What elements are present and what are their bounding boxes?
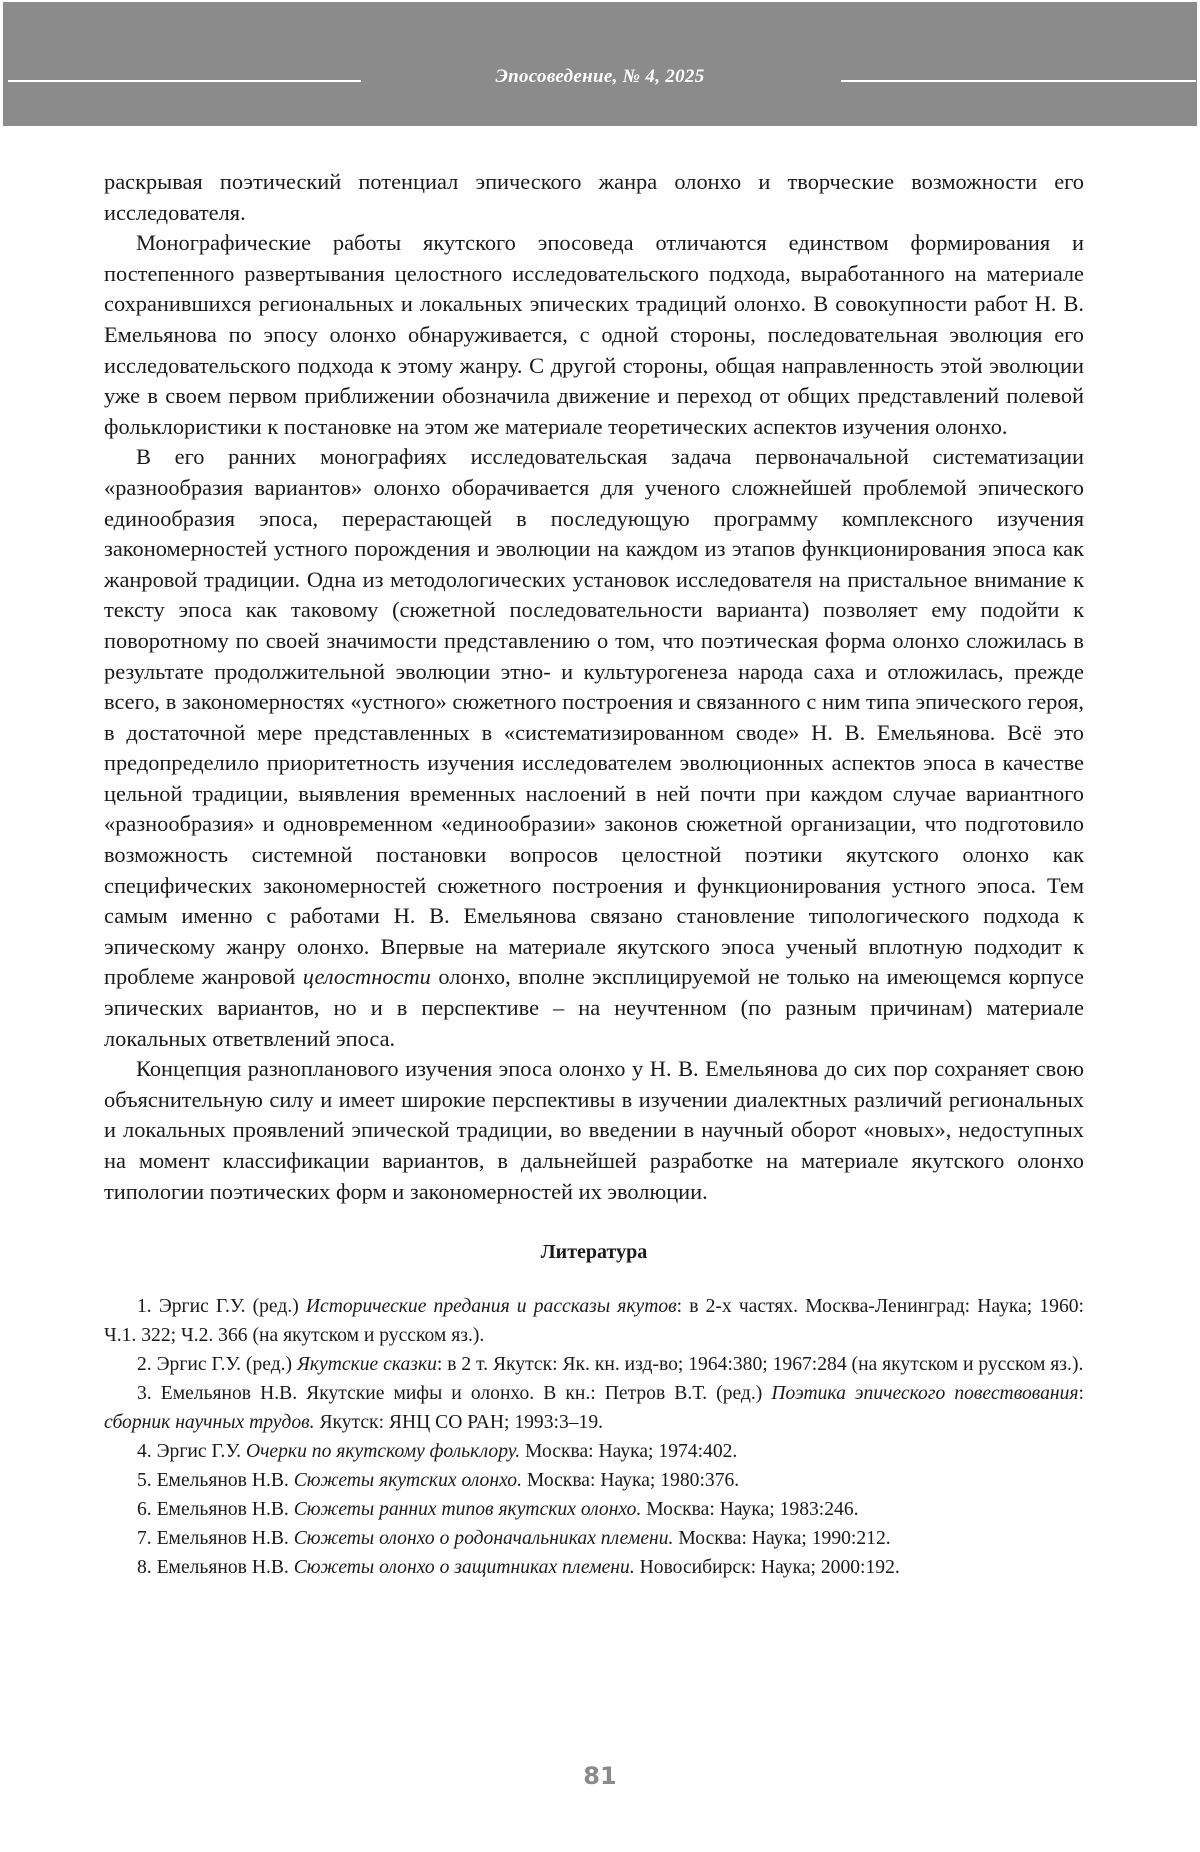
article-body: [104, 167, 1084, 1207]
paragraph-continuation: раскрывая поэтический потенциал эпического жанра олонхо и творческие возможности его исследователя.: [104, 169, 1084, 225]
reference-item: 3. Емельянов Н.В. Якутские мифы и олонхо. В кн.: Петров В.Т. (ред.) Поэтика эпического повествования: сборник научных трудов. Якутск: ЯНЦ СО РАН; 1993:3–19.: [104, 1383, 1084, 1434]
paragraph: [104, 442, 1084, 1054]
reference-item: 5. Емельянов Н.В. Сюжеты якутских олонхо. Москва: Наука; 1980:376.: [137, 1470, 740, 1492]
page-content: [104, 167, 1084, 1582]
paragraph: Монографические работы якутского эпосоведа отличаются единством формирования и постепенного развертывания целостного исследовательского подхода, выработанного на материале сохранившихся региональных и локальных эпических традиций олонхо. В совокупности работ Н. В. Емельянова по эпосу олонхо обнаруживается, с одной стороны, последовательная эволюция его исследовательского подхода к этому жанру. С другой стороны, общая направленность этой эволюции уже в своем первом приближении обозначила движение и переход от общих представлений полевой фольклористики к постановке на этом же материале теоретических аспектов изучения олонхо.: [104, 230, 1084, 439]
reference-item: 7. Емельянов Н.В. Сюжеты олонхо о родоначальниках племени. Москва: Наука; 1990:212.: [137, 1528, 891, 1550]
paragraph-text: олонхо, вполне эксплицируемой не только на имеющемся корпусе эпических вариантов, но и в перспективе – на неучтенном (по разным причинам) материале локальных ответвлений эпоса.: [104, 964, 1084, 1051]
references-list: [104, 1292, 1084, 1582]
reference-item: 1. Эргис Г.У. (ред.) Исторические предания и рассказы якутов: в 2-х частях. Москва-Ленинград: Наука; 1960: Ч.1. 322; Ч.2. 366 (на якутском и русском яз.).: [104, 1296, 1084, 1347]
references-heading: Литература: [540, 1241, 648, 1264]
journal-issue-title: Эпосоведение, № 4, 2025: [495, 66, 705, 87]
header-rule-right: [841, 80, 1196, 82]
reference-item: 4. Эргис Г.У. Очерки по якутскому фольклору. Москва: Наука; 1974:402.: [137, 1441, 738, 1463]
paragraph: Концепция разнопланового изучения эпоса олонхо у Н. В. Емельянова до сих пор сохраняет свою объяснительную силу и имеет широкие перспективы в изучении диалектных различий региональных и локальных проявлений эпической традиции, во введении в научный оборот «новых», недоступных на момент классификации вариантов, в дальнейшей разработке на материале якутского олонхо типологии поэтических форм и закономерностей их эволюции.: [104, 1056, 1084, 1204]
paragraph-text: В его ранних монографиях исследовательская задача первоначальной систематизации «разнообразия вариантов» олонхо оборачивается для ученого сложнейшей проблемой эпического единообразия эпоса, перерастающей в последующую программу комплексного изучения закономерностей устного порождения и эволюции на каждом из этапов функционирования эпоса как жанровой традиции. Одна из методологических установок исследователя на пристальное внимание к тексту эпоса как таковому (сюжетной последовательности варианта) позволяет ему подойти к поворотному по своей значимости представлению о том, что поэтическая форма олонхо сложилась в результате продолжительной эволюции этно- и культурогенеза народа саха и отложилась, прежде всего, в закономерностях «устного» сюжетного построения и связанного с ним типа эпического героя, в достаточной мере представленных в «систематизированном своде» Н. В. Емельянова. Всё это предопределило приоритетность изучения исследователем эволюционных аспектов эпоса в качестве цельной традиции, выявления временных наслоений в ней почти при каждом случае вариантного «разнообразия» и одновременном «единообразии» законов сюжетной организации, что подготовило возможность системной постановки вопросов целостной поэтики якутского олонхо как специфических закономерностей сюжетного построения и функционирования устного эпоса. Тем самым именно с работами Н. В. Емельянова связано становление типологического подхода к эпическому жанру олонхо. Впервые на материале якутского эпоса ученый вплотную подходит к проблеме жанровой: [104, 444, 1084, 990]
page-number: 81: [583, 1762, 617, 1790]
reference-item: 8. Емельянов Н.В. Сюжеты олонхо о защитниках племени. Новосибирск: Наука; 2000:192.: [137, 1557, 900, 1579]
running-header: [3, 2, 1197, 126]
reference-item: 2. Эргис Г.У. (ред.) Якутские сказки: в 2 т. Якутск: Як. кн. изд-во; 1964:380; 1967:284 (на якутском и русском яз.).: [137, 1354, 1084, 1376]
emphasis-term: целостности: [302, 964, 431, 990]
reference-item: 6. Емельянов Н.В. Сюжеты ранних типов якутских олонхо. Москва: Наука; 1983:246.: [137, 1499, 859, 1521]
